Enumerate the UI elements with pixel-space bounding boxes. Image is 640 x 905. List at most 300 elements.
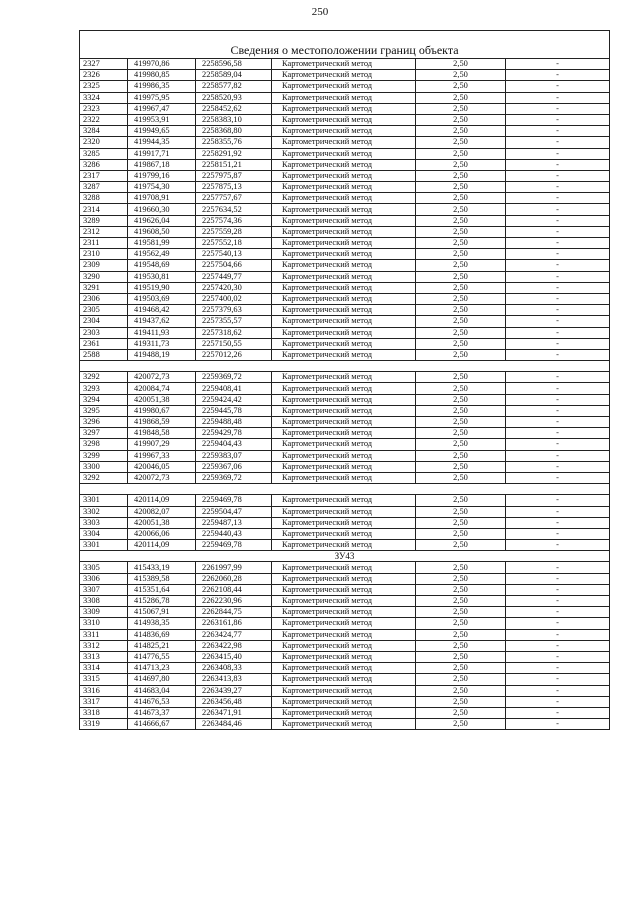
method: Картометрический метод xyxy=(272,148,416,159)
coord-x: 419953,91 xyxy=(128,114,196,125)
precision: 2,50 xyxy=(416,417,506,428)
point-number: 2361 xyxy=(80,338,128,349)
method: Картометрический метод xyxy=(272,215,416,226)
coord-y: 2259424,42 xyxy=(196,394,272,405)
precision: 2,50 xyxy=(416,629,506,640)
precision: 2,50 xyxy=(416,663,506,674)
page-number: 250 xyxy=(311,6,329,18)
coord-y: 2259367,06 xyxy=(196,461,272,472)
precision: 2,50 xyxy=(416,372,506,383)
coord-x: 419917,71 xyxy=(128,148,196,159)
coord-y: 2257559,28 xyxy=(196,226,272,237)
precision: 2,50 xyxy=(416,528,506,539)
coord-y: 2259369,72 xyxy=(196,472,272,483)
coord-y: 2257449,77 xyxy=(196,271,272,282)
table-row xyxy=(80,663,610,674)
method: Картометрический метод xyxy=(272,663,416,674)
note: - xyxy=(506,596,610,607)
coord-y: 2257379,63 xyxy=(196,305,272,316)
point-number: 3295 xyxy=(80,405,128,416)
table-row xyxy=(80,204,610,215)
table-row xyxy=(80,383,610,394)
coord-x: 420066,06 xyxy=(128,528,196,539)
precision: 2,50 xyxy=(416,148,506,159)
table-row xyxy=(80,540,610,551)
coord-x: 419980,85 xyxy=(128,70,196,81)
precision: 2,50 xyxy=(416,685,506,696)
precision: 2,50 xyxy=(416,405,506,416)
note: - xyxy=(506,126,610,137)
table-row xyxy=(80,405,610,416)
note: - xyxy=(506,148,610,159)
point-number: 3316 xyxy=(80,685,128,696)
coord-y: 2263413,83 xyxy=(196,674,272,685)
point-number: 3284 xyxy=(80,126,128,137)
coord-x: 414673,37 xyxy=(128,707,196,718)
coord-x: 419986,35 xyxy=(128,81,196,92)
coord-x: 419411,93 xyxy=(128,327,196,338)
coord-x: 419468,42 xyxy=(128,305,196,316)
table-row xyxy=(80,338,610,349)
note: - xyxy=(506,562,610,573)
note: - xyxy=(506,651,610,662)
coord-x: 419708,91 xyxy=(128,193,196,204)
coord-x: 415389,58 xyxy=(128,573,196,584)
coord-x: 414666,67 xyxy=(128,719,196,730)
coord-y: 2263424,77 xyxy=(196,629,272,640)
point-number: 2317 xyxy=(80,170,128,181)
coord-y: 2257540,13 xyxy=(196,249,272,260)
coord-y: 2259383,07 xyxy=(196,450,272,461)
precision: 2,50 xyxy=(416,159,506,170)
coord-y: 2259429,78 xyxy=(196,428,272,439)
coord-y: 2257574,36 xyxy=(196,215,272,226)
table-row xyxy=(80,685,610,696)
table-row xyxy=(80,417,610,428)
table-row xyxy=(80,137,610,148)
table-row xyxy=(80,584,610,595)
coord-x: 414825,21 xyxy=(128,640,196,651)
method: Картометрический метод xyxy=(272,271,416,282)
coord-x: 419437,62 xyxy=(128,316,196,327)
table-row xyxy=(80,226,610,237)
note: - xyxy=(506,327,610,338)
method: Картометрический метод xyxy=(272,584,416,595)
method: Картометрический метод xyxy=(272,719,416,730)
precision: 2,50 xyxy=(416,540,506,551)
note: - xyxy=(506,540,610,551)
table-row xyxy=(80,674,610,685)
coord-x: 419848,58 xyxy=(128,428,196,439)
precision: 2,50 xyxy=(416,450,506,461)
method: Картометрический метод xyxy=(272,450,416,461)
coord-x: 414676,53 xyxy=(128,696,196,707)
coord-x: 419562,49 xyxy=(128,249,196,260)
coord-x: 420046,05 xyxy=(128,461,196,472)
coord-x: 419799,16 xyxy=(128,170,196,181)
method: Картометрический метод xyxy=(272,103,416,114)
method: Картометрический метод xyxy=(272,640,416,651)
method: Картометрический метод xyxy=(272,674,416,685)
method: Картометрический метод xyxy=(272,282,416,293)
coord-x: 414836,69 xyxy=(128,629,196,640)
table-row xyxy=(80,81,610,92)
coord-y: 2263161,86 xyxy=(196,618,272,629)
point-number: 3301 xyxy=(80,495,128,506)
precision: 2,50 xyxy=(416,506,506,517)
table-row xyxy=(80,640,610,651)
precision: 2,50 xyxy=(416,215,506,226)
coord-y: 2257318,62 xyxy=(196,327,272,338)
note: - xyxy=(506,282,610,293)
method: Картометрический метод xyxy=(272,159,416,170)
coord-y: 2259469,78 xyxy=(196,540,272,551)
coord-y: 2258291,92 xyxy=(196,148,272,159)
coord-x: 419311,73 xyxy=(128,338,196,349)
coord-y: 2257875,13 xyxy=(196,182,272,193)
table-row xyxy=(80,562,610,573)
coord-x: 420082,07 xyxy=(128,506,196,517)
method: Картометрический метод xyxy=(272,394,416,405)
table-row xyxy=(80,148,610,159)
note: - xyxy=(506,182,610,193)
point-number: 3317 xyxy=(80,696,128,707)
note: - xyxy=(506,293,610,304)
note: - xyxy=(506,249,610,260)
point-number: 3308 xyxy=(80,596,128,607)
point-number: 3307 xyxy=(80,584,128,595)
note: - xyxy=(506,215,610,226)
coord-x: 419548,69 xyxy=(128,260,196,271)
coord-y: 2259440,43 xyxy=(196,528,272,539)
table-row xyxy=(80,159,610,170)
precision: 2,50 xyxy=(416,170,506,181)
table-row xyxy=(80,651,610,662)
coord-y: 2259469,78 xyxy=(196,495,272,506)
coord-y: 2258520,93 xyxy=(196,92,272,103)
method: Картометрический метод xyxy=(272,338,416,349)
coord-x: 420051,38 xyxy=(128,517,196,528)
table-title: Сведения о местоположении границ объекта xyxy=(80,31,610,59)
method: Картометрический метод xyxy=(272,59,416,70)
table-row xyxy=(80,238,610,249)
precision: 2,50 xyxy=(416,114,506,125)
coord-y: 2263471,91 xyxy=(196,707,272,718)
method: Картометрический метод xyxy=(272,249,416,260)
coord-y: 2262060,28 xyxy=(196,573,272,584)
note: - xyxy=(506,260,610,271)
table-row xyxy=(80,472,610,483)
point-number: 3294 xyxy=(80,394,128,405)
precision: 2,50 xyxy=(416,226,506,237)
coord-x: 420114,09 xyxy=(128,495,196,506)
point-number: 2320 xyxy=(80,137,128,148)
precision: 2,50 xyxy=(416,573,506,584)
coord-y: 2262230,96 xyxy=(196,596,272,607)
precision: 2,50 xyxy=(416,316,506,327)
coord-y: 2263456,48 xyxy=(196,696,272,707)
point-number: 2322 xyxy=(80,114,128,125)
coord-x: 415067,91 xyxy=(128,607,196,618)
precision: 2,50 xyxy=(416,719,506,730)
note: - xyxy=(506,495,610,506)
point-number: 2311 xyxy=(80,238,128,249)
coord-x: 415351,64 xyxy=(128,584,196,595)
table-row xyxy=(80,349,610,360)
coordinates-table xyxy=(79,30,610,730)
section-label-row xyxy=(80,551,610,562)
coord-y: 2257552,18 xyxy=(196,238,272,249)
coord-x: 419980,67 xyxy=(128,405,196,416)
point-number: 3290 xyxy=(80,271,128,282)
table-row xyxy=(80,573,610,584)
table-row xyxy=(80,327,610,338)
note: - xyxy=(506,584,610,595)
point-number: 3289 xyxy=(80,215,128,226)
note: - xyxy=(506,674,610,685)
coord-x: 419970,86 xyxy=(128,59,196,70)
table-row xyxy=(80,719,610,730)
method: Картометрический метод xyxy=(272,137,416,148)
method: Картометрический метод xyxy=(272,349,416,360)
method: Картометрический метод xyxy=(272,428,416,439)
table-row xyxy=(80,182,610,193)
coord-y: 2258383,10 xyxy=(196,114,272,125)
precision: 2,50 xyxy=(416,618,506,629)
method: Картометрический метод xyxy=(272,305,416,316)
table-row xyxy=(80,271,610,282)
table-row xyxy=(80,170,610,181)
table-row xyxy=(80,506,610,517)
coord-x: 419660,30 xyxy=(128,204,196,215)
note: - xyxy=(506,461,610,472)
point-number: 2323 xyxy=(80,103,128,114)
point-number: 3302 xyxy=(80,506,128,517)
coord-x: 420114,09 xyxy=(128,540,196,551)
method: Картометрический метод xyxy=(272,316,416,327)
point-number: 2327 xyxy=(80,59,128,70)
note: - xyxy=(506,417,610,428)
table-row xyxy=(80,293,610,304)
coord-x: 419975,95 xyxy=(128,92,196,103)
method: Картометрический метод xyxy=(272,260,416,271)
note: - xyxy=(506,70,610,81)
coord-y: 2258596,58 xyxy=(196,59,272,70)
coord-y: 2257012,26 xyxy=(196,349,272,360)
table-row xyxy=(80,394,610,405)
coord-x: 419488,19 xyxy=(128,349,196,360)
coord-x: 415286,78 xyxy=(128,596,196,607)
method: Картометрический метод xyxy=(272,618,416,629)
coord-y: 2257400,02 xyxy=(196,293,272,304)
boundary-coordinates-sheet xyxy=(79,30,609,730)
precision: 2,50 xyxy=(416,103,506,114)
method: Картометрический метод xyxy=(272,528,416,539)
point-number: 3301 xyxy=(80,540,128,551)
coord-x: 419907,29 xyxy=(128,439,196,450)
note: - xyxy=(506,405,610,416)
precision: 2,50 xyxy=(416,394,506,405)
precision: 2,50 xyxy=(416,126,506,137)
note: - xyxy=(506,170,610,181)
coord-x: 419967,47 xyxy=(128,103,196,114)
point-number: 3324 xyxy=(80,92,128,103)
coord-y: 2257975,87 xyxy=(196,170,272,181)
point-number: 3286 xyxy=(80,159,128,170)
coord-y: 2262108,44 xyxy=(196,584,272,595)
coord-x: 414697,80 xyxy=(128,674,196,685)
precision: 2,50 xyxy=(416,70,506,81)
point-number: 3297 xyxy=(80,428,128,439)
method: Картометрический метод xyxy=(272,182,416,193)
precision: 2,50 xyxy=(416,607,506,618)
method: Картометрический метод xyxy=(272,81,416,92)
precision: 2,50 xyxy=(416,193,506,204)
note: - xyxy=(506,573,610,584)
note: - xyxy=(506,271,610,282)
point-number: 3305 xyxy=(80,562,128,573)
coord-y: 2263484,46 xyxy=(196,719,272,730)
point-number: 3300 xyxy=(80,461,128,472)
precision: 2,50 xyxy=(416,495,506,506)
point-number: 3318 xyxy=(80,707,128,718)
note: - xyxy=(506,618,610,629)
table-row xyxy=(80,193,610,204)
method: Картометрический метод xyxy=(272,372,416,383)
note: - xyxy=(506,528,610,539)
point-number: 2310 xyxy=(80,249,128,260)
coord-x: 420084,74 xyxy=(128,383,196,394)
point-number: 3310 xyxy=(80,618,128,629)
method: Картометрический метод xyxy=(272,562,416,573)
point-number: 3314 xyxy=(80,663,128,674)
point-number: 3285 xyxy=(80,148,128,159)
note: - xyxy=(506,607,610,618)
precision: 2,50 xyxy=(416,517,506,528)
table-row xyxy=(80,59,610,70)
coord-x: 415433,19 xyxy=(128,562,196,573)
table-row xyxy=(80,461,610,472)
coord-y: 2257634,52 xyxy=(196,204,272,215)
table-row xyxy=(80,618,610,629)
precision: 2,50 xyxy=(416,204,506,215)
method: Картометрический метод xyxy=(272,383,416,394)
method: Картометрический метод xyxy=(272,696,416,707)
group-separator xyxy=(80,484,610,495)
precision: 2,50 xyxy=(416,92,506,103)
table-row xyxy=(80,528,610,539)
method: Картометрический метод xyxy=(272,238,416,249)
note: - xyxy=(506,316,610,327)
coord-y: 2258589,04 xyxy=(196,70,272,81)
precision: 2,50 xyxy=(416,249,506,260)
coord-y: 2259488,48 xyxy=(196,417,272,428)
coord-y: 2259487,13 xyxy=(196,517,272,528)
table-row xyxy=(80,215,610,226)
table-row xyxy=(80,70,610,81)
note: - xyxy=(506,696,610,707)
coord-x: 420051,38 xyxy=(128,394,196,405)
point-number: 3306 xyxy=(80,573,128,584)
precision: 2,50 xyxy=(416,651,506,662)
note: - xyxy=(506,707,610,718)
method: Картометрический метод xyxy=(272,405,416,416)
point-number: 2303 xyxy=(80,327,128,338)
note: - xyxy=(506,159,610,170)
note: - xyxy=(506,629,610,640)
precision: 2,50 xyxy=(416,137,506,148)
coord-x: 419967,33 xyxy=(128,450,196,461)
point-number: 3298 xyxy=(80,439,128,450)
note: - xyxy=(506,226,610,237)
note: - xyxy=(506,372,610,383)
note: - xyxy=(506,719,610,730)
table-row xyxy=(80,305,610,316)
note: - xyxy=(506,305,610,316)
point-number: 3292 xyxy=(80,372,128,383)
point-number: 3287 xyxy=(80,182,128,193)
coord-x: 419519,90 xyxy=(128,282,196,293)
precision: 2,50 xyxy=(416,338,506,349)
note: - xyxy=(506,517,610,528)
group-separator-row xyxy=(80,361,610,372)
method: Картометрический метод xyxy=(272,472,416,483)
precision: 2,50 xyxy=(416,293,506,304)
method: Картометрический метод xyxy=(272,461,416,472)
method: Картометрический метод xyxy=(272,126,416,137)
precision: 2,50 xyxy=(416,182,506,193)
method: Картометрический метод xyxy=(272,293,416,304)
group-separator-row xyxy=(80,484,610,495)
table-row xyxy=(80,596,610,607)
precision: 2,50 xyxy=(416,305,506,316)
coord-y: 2257355,57 xyxy=(196,316,272,327)
precision: 2,50 xyxy=(416,562,506,573)
method: Картометрический метод xyxy=(272,204,416,215)
point-number: 2325 xyxy=(80,81,128,92)
table-row xyxy=(80,92,610,103)
coord-y: 2261997,99 xyxy=(196,562,272,573)
note: - xyxy=(506,428,610,439)
note: - xyxy=(506,103,610,114)
method: Картометрический метод xyxy=(272,629,416,640)
note: - xyxy=(506,114,610,125)
table-row xyxy=(80,282,610,293)
method: Картометрический метод xyxy=(272,92,416,103)
coord-y: 2263422,98 xyxy=(196,640,272,651)
coord-x: 419581,99 xyxy=(128,238,196,249)
coord-y: 2259369,72 xyxy=(196,372,272,383)
method: Картометрический метод xyxy=(272,685,416,696)
method: Картометрический метод xyxy=(272,226,416,237)
coord-x: 419626,04 xyxy=(128,215,196,226)
note: - xyxy=(506,383,610,394)
coord-x: 420072,73 xyxy=(128,372,196,383)
note: - xyxy=(506,394,610,405)
table-row xyxy=(80,126,610,137)
coord-y: 2257420,30 xyxy=(196,282,272,293)
coord-y: 2257504,66 xyxy=(196,260,272,271)
note: - xyxy=(506,204,610,215)
coord-x: 419608,50 xyxy=(128,226,196,237)
precision: 2,50 xyxy=(416,640,506,651)
note: - xyxy=(506,472,610,483)
coord-x: 414683,04 xyxy=(128,685,196,696)
point-number: 2306 xyxy=(80,293,128,304)
note: - xyxy=(506,81,610,92)
point-number: 2314 xyxy=(80,204,128,215)
coord-x: 419944,35 xyxy=(128,137,196,148)
